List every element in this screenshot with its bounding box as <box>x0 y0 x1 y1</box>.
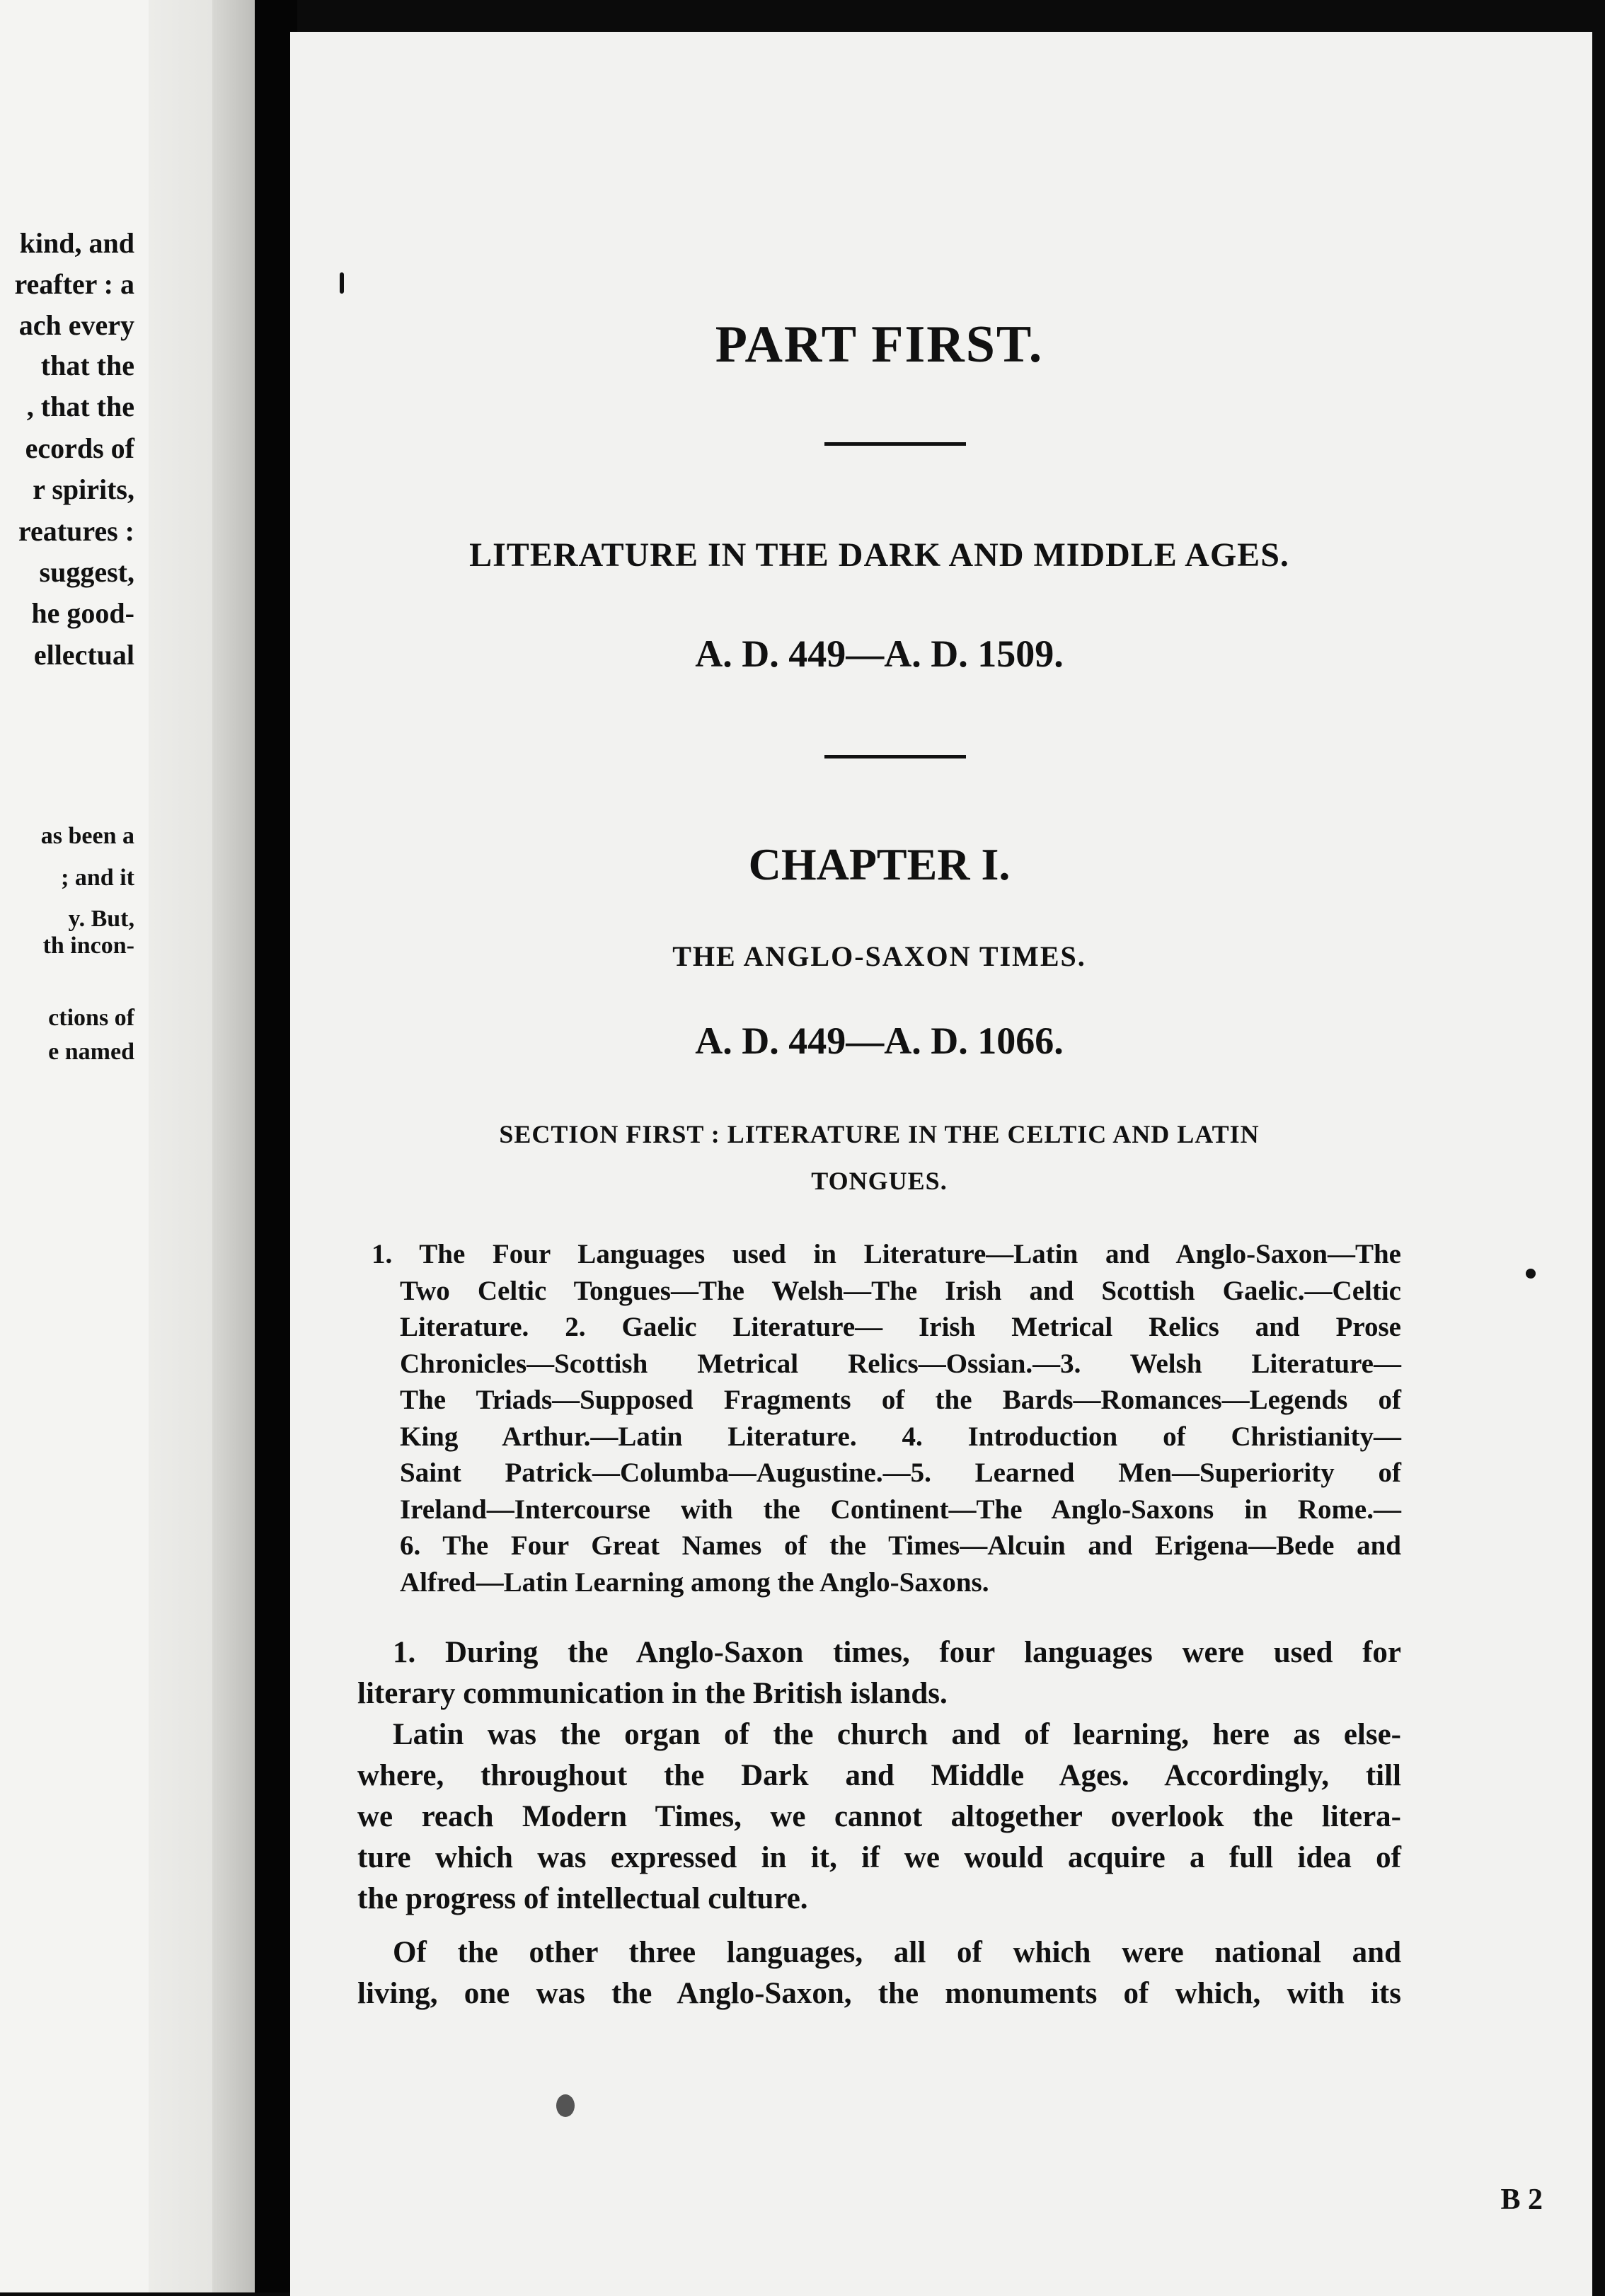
summary-line: The Triads—Supposed Fragments of the Bards—Romances—Legends of <box>400 1385 1401 1415</box>
section-title-line: SECTION FIRST : LITERATURE IN THE CELTIC AND LATIN <box>499 1120 1260 1148</box>
left-page-line: suggest, <box>39 556 134 588</box>
left-page-shadow <box>212 0 255 2292</box>
left-page-line: ; and it <box>61 865 134 891</box>
ink-blot <box>340 272 344 294</box>
left-page-line: kind, and <box>19 227 134 259</box>
literature-title: LITERATURE IN THE DARK AND MIDDLE AGES. <box>469 536 1289 574</box>
left-page-line: that the <box>40 350 134 381</box>
left-page-line: ellectual <box>33 639 134 671</box>
ink-dot <box>556 2094 575 2117</box>
chapter-dates: A. D. 449—A. D. 1066. <box>695 1020 1064 1062</box>
signature-mark: B 2 <box>1500 2183 1543 2216</box>
left-page-line: ecords of <box>25 432 134 464</box>
section-title-line: TONGUES. <box>811 1167 948 1195</box>
part-title: PART FIRST. <box>715 316 1044 374</box>
section-title <box>357 1111 1401 1204</box>
ink-dot <box>1526 1269 1536 1279</box>
body-line: living, one was the Anglo-Saxon, the monuments of which, with its <box>357 1977 1401 2010</box>
left-page-line: reafter : a <box>14 268 134 300</box>
divider-rule <box>824 442 966 446</box>
left-page-line: as been a <box>40 823 134 849</box>
summary-line: Saint Patrick—Columba—Augustine.—5. Learned Men—Superiority of <box>400 1458 1401 1488</box>
left-page-line: r spirits, <box>33 473 134 505</box>
body-line: where, throughout the Dark and Middle Ages. Accordingly, till <box>357 1759 1401 1792</box>
left-page-line: e named <box>48 1039 134 1065</box>
summary-line: Literature. 2. Gaelic Literature— Irish Metrical Relics and Prose <box>400 1312 1401 1342</box>
summary-line: Two Celtic Tongues—The Welsh—The Irish and Scottish Gaelic.—Celtic <box>400 1275 1401 1306</box>
left-page-line: he good- <box>31 597 134 629</box>
body-line: we reach Modern Times, we cannot altogether overlook the litera- <box>357 1800 1401 1833</box>
body-line: Latin was the organ of the church and of learning, here as else- <box>393 1718 1401 1751</box>
body-line: ture which was expressed in it, if we would acquire a full idea of <box>357 1841 1401 1874</box>
book-page <box>290 32 1592 2296</box>
body-line: 1. During the Anglo-Saxon times, four languages were used for <box>393 1636 1401 1669</box>
chapter-summary <box>372 1236 1401 1600</box>
left-page-line: , that the <box>26 391 134 422</box>
body-text <box>357 1632 1401 2014</box>
left-page-line: ctions of <box>48 1005 134 1031</box>
paragraph-gap <box>357 1920 1401 1932</box>
left-page-line: y. But, <box>68 906 134 932</box>
left-page-line: th incon- <box>42 933 134 959</box>
body-line: literary communication in the British islands. <box>357 1677 948 1710</box>
summary-line: Ireland—Intercourse with the Continent—The Anglo-Saxons in Rome.— <box>400 1494 1401 1525</box>
left-page-fragment <box>0 0 255 2292</box>
period-dates: A. D. 449—A. D. 1509. <box>695 633 1064 675</box>
summary-line: 1. The Four Languages used in Literature—Latin and Anglo-Saxon—The <box>372 1239 1401 1269</box>
summary-line: Alfred—Latin Learning among the Anglo-Saxons. <box>400 1567 989 1598</box>
chapter-subtitle: THE ANGLO-SAXON TIMES. <box>672 940 1086 972</box>
chapter-heading: CHAPTER I. <box>748 839 1011 889</box>
body-line: Of the other three languages, all of which were national and <box>393 1936 1401 1969</box>
summary-line: King Arthur.—Latin Literature. 4. Introduction of Christianity— <box>400 1421 1401 1452</box>
summary-line: 6. The Four Great Names of the Times—Alcuin and Erigena—Bede and <box>400 1530 1401 1561</box>
divider-rule <box>824 755 966 758</box>
body-line: the progress of intellectual culture. <box>357 1882 808 1915</box>
left-page-line: ach every <box>18 309 134 341</box>
left-page-line: reatures : <box>18 515 134 547</box>
summary-line: Chronicles—Scottish Metrical Relics—Ossian.—3. Welsh Literature— <box>400 1348 1401 1379</box>
